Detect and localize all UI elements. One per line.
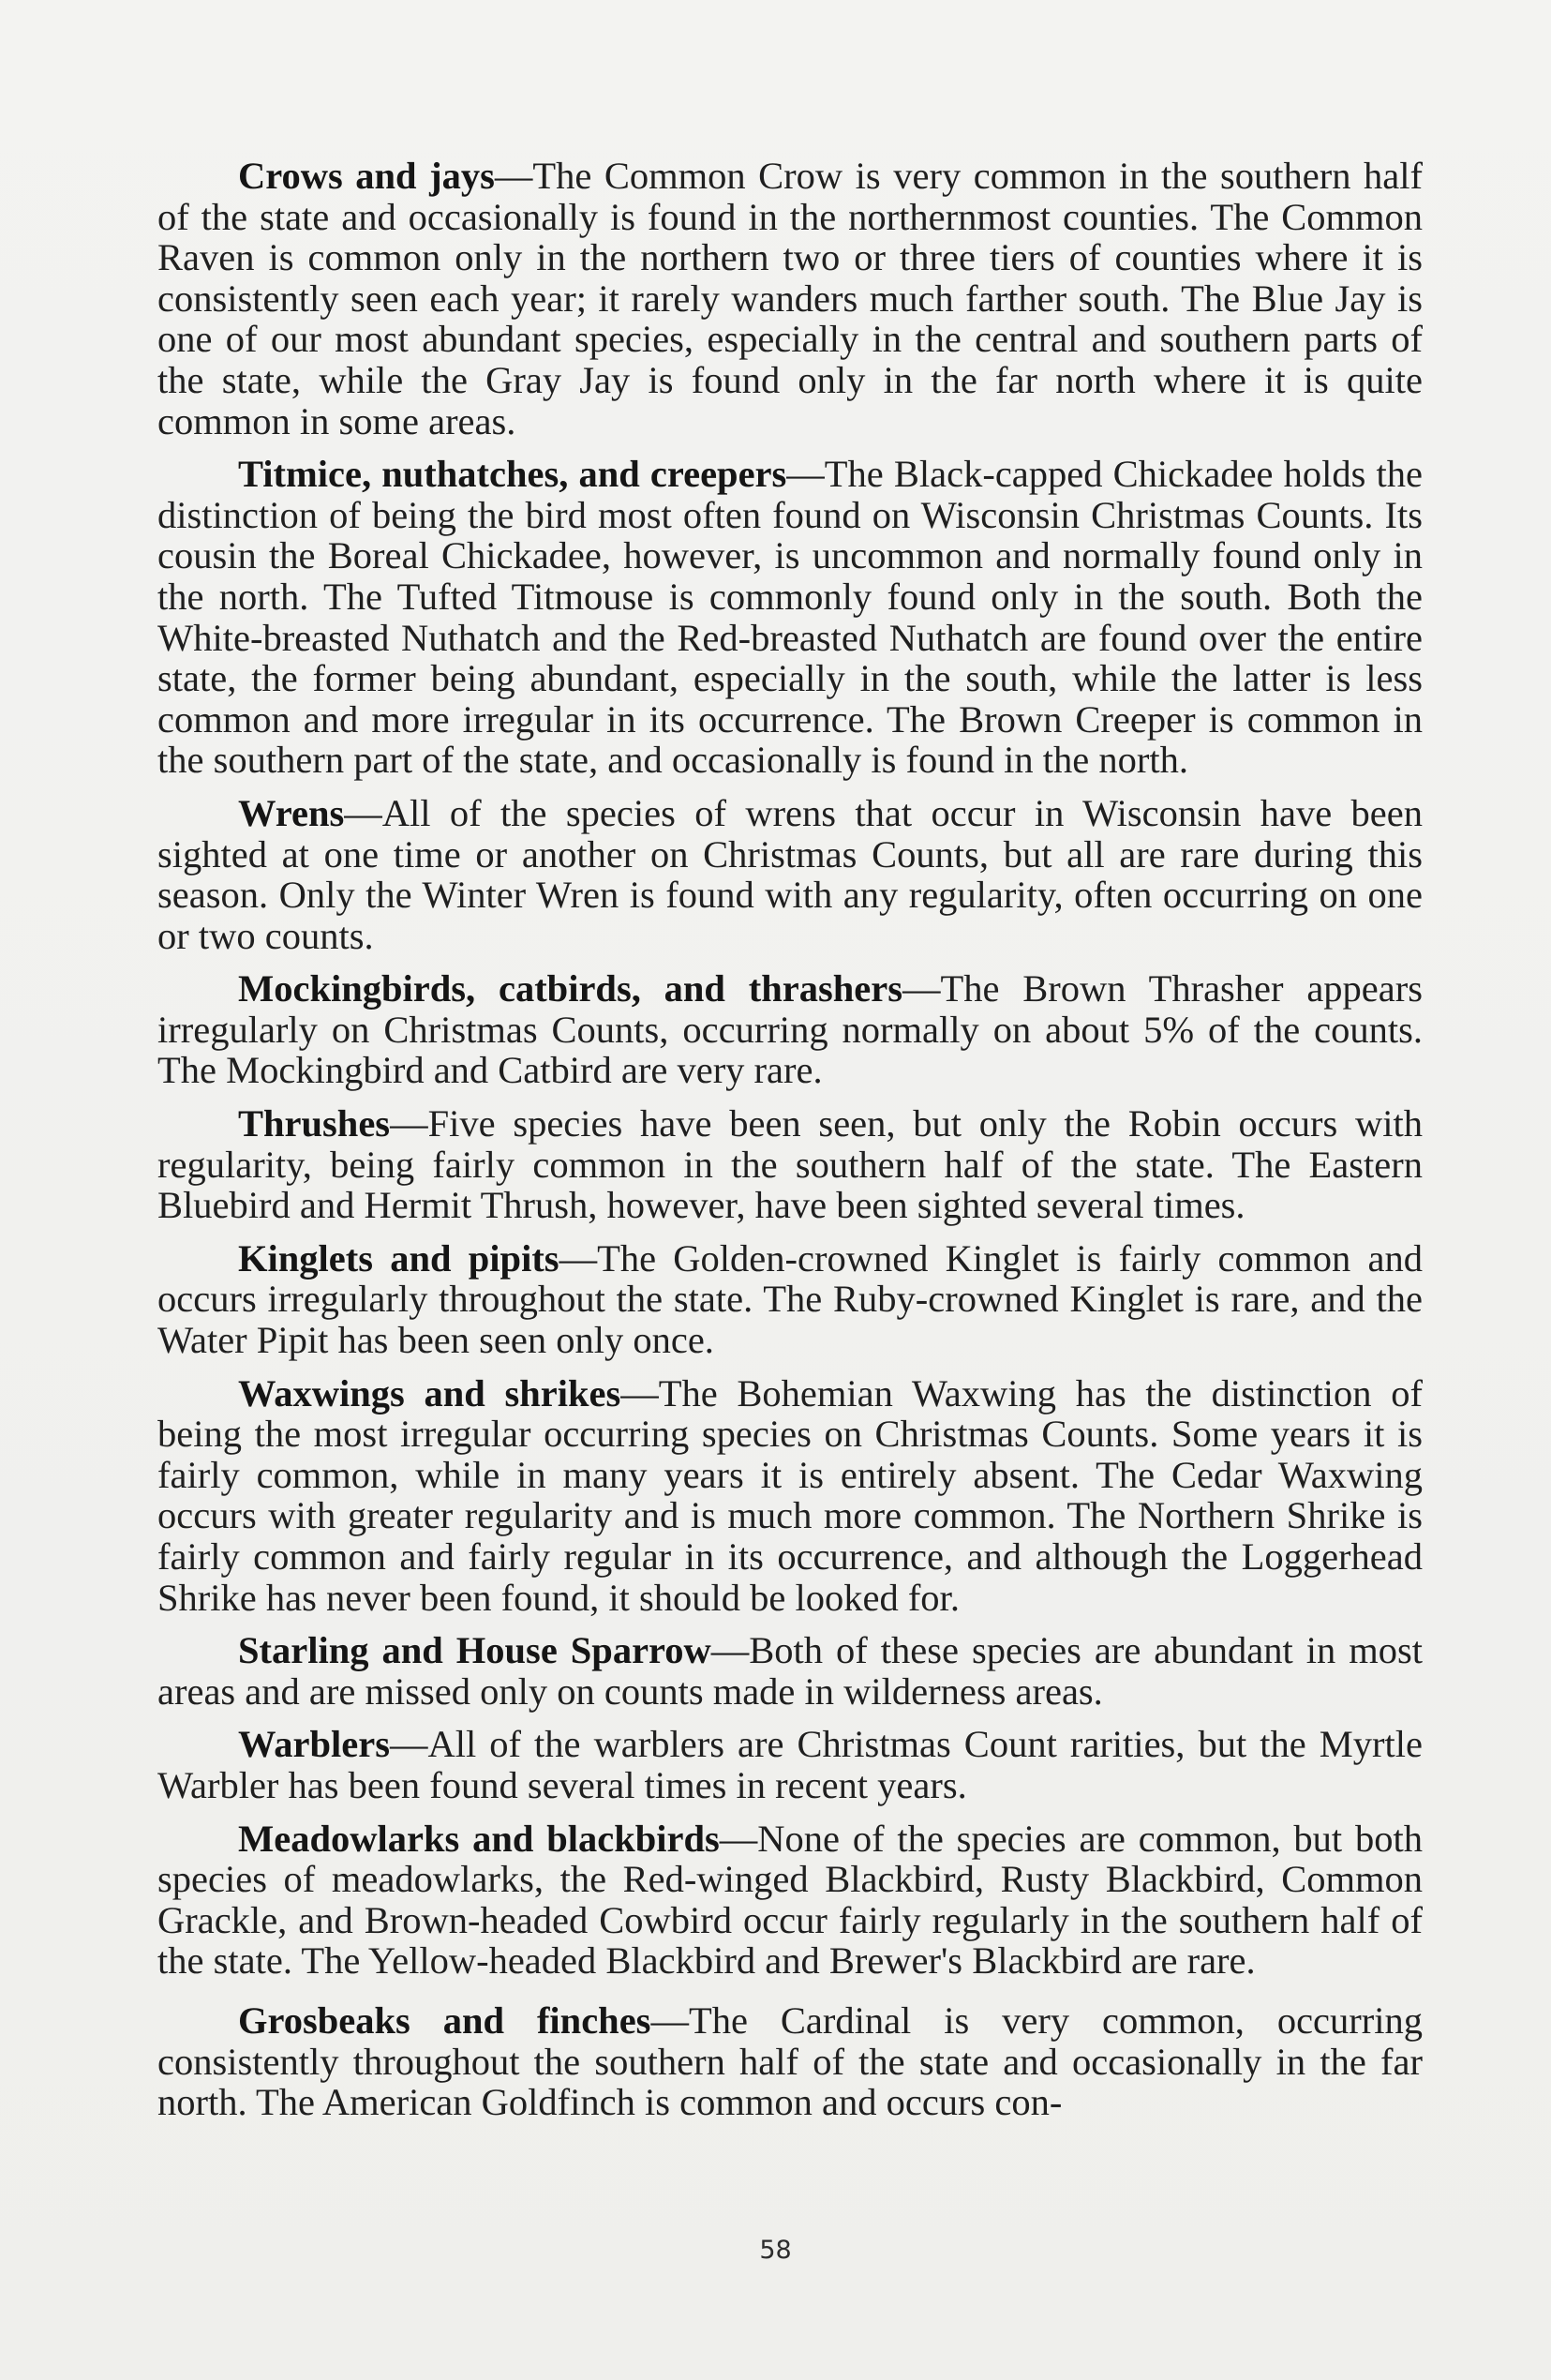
section-kinglets-and-pipits [157, 1238, 1423, 1361]
section-crows-and-jays [157, 156, 1423, 442]
section-heading: Meadowlarks and blackbirds [238, 1817, 720, 1860]
section-text: —The Brown Thrasher appears irregularly on Christmas Counts, occurring normally on about 5% of the counts. The Mockingbird and Catbird are very rare. [157, 967, 1423, 1092]
section-text: —The Common Crow is very common in the southern half of the state and occasionally is found in the northernmost counties. The Common Raven is common only in the northern two or three tiers of counties where it is consistently seen each year; it rarely wanders much farther south. The Blue Jay is one of our most abundant species, especially in the central and southern parts of the state, while the Gray Jay is found only in the far north where it is quite common in some areas. [157, 155, 1423, 442]
body-text-column [157, 156, 1423, 2135]
section-text: —All of the species of wrens that occur in Wisconsin have been sighted at one time or another on Christmas Counts, but all are rare during this season. Only the Winter Wren is found with any regularity, often occurring on one or two counts. [157, 791, 1423, 957]
section-text: —None of the species are common, but both species of meadowlarks, the Red-winged Blackbird, Rusty Blackbird, Common Grackle, and Brown-headed Cowbird occur fairly regularly in the southern half of the state. The Yellow-headed Blackbird and Brewer's Blackbird are rare. [157, 1817, 1423, 1983]
section-waxwings-and-shrikes [157, 1373, 1423, 1619]
section-heading: Kinglets and pipits [238, 1236, 559, 1280]
section-heading: Thrushes [238, 1102, 391, 1145]
page-number: 58 [759, 2236, 792, 2265]
section-meadowlarks-and-blackbirds [157, 1819, 1423, 1982]
section-text: —The Golden-crowned Kinglet is fairly common and occurs irregularly throughout the state. The Ruby-crowned Kinglet is rare, and the Water Pipit has been seen only once. [157, 1236, 1423, 1362]
section-text: —The Black-capped Chickadee holds the distinction of being the bird most often found on Wisconsin Christmas Counts. Its cousin the Boreal Chickadee, however, is uncommon and normally found only in the north. The Tufted Titmouse is commonly found only in the south. Both the White-breasted Nuthatch and the Red-breasted Nuthatch are found over the entire state, the former being abundant, especially in the south, while the latter is less common and more irregular in its occurrence. The Brown Creeper is common in the southern part of the state, and occasionally is found in the north. [157, 453, 1423, 782]
section-mockingbirds-catbirds-thrashers [157, 968, 1423, 1091]
section-heading: Waxwings and shrikes [238, 1371, 621, 1415]
section-heading: Titmice, nuthatches, and creepers [238, 453, 787, 496]
section-text: —The Cardinal is very common, occurring consistently throughout the southern half of the state and occasionally in the far north. The American Goldfinch is common and occurs con- [157, 1998, 1424, 2124]
section-heading: Starling and House Sparrow [238, 1629, 711, 1672]
section-heading: Mockingbirds, catbirds, and thrashers [238, 967, 902, 1010]
section-grosbeaks-and-finches [157, 2000, 1423, 2123]
section-text: —The Bohemian Waxwing has the distinction of being the most irregular occurring species on Christmas Counts. Some years it is fairly common, while in many years it is entirely absent. The Cedar Waxwing occurs with greater regularity and is much more common. The Northern Shrike is fairly common and fairly regular in its occurrence, and although the Loggerhead Shrike has never been found, it should be looked for. [157, 1371, 1423, 1619]
section-warblers [157, 1724, 1423, 1805]
section-heading: Crows and jays [238, 155, 495, 197]
section-wrens [157, 793, 1423, 956]
section-titmice-nuthatches-creepers [157, 454, 1423, 781]
section-text: —Both of these species are abundant in most areas and are missed only on counts made in wilderness areas. [157, 1629, 1423, 1713]
section-thrushes [157, 1103, 1423, 1226]
section-text: —Five species have been seen, but only the Robin occurs with regularity, being fairly common in the southern half of the state. The Eastern Bluebird and Hermit Thrush, however, have been sighted several times. [157, 1102, 1423, 1227]
section-text: —All of the warblers are Christmas Count rarities, but the Myrtle Warbler has been found several times in recent years. [157, 1723, 1423, 1806]
section-heading: Wrens [238, 791, 345, 834]
section-starling-and-house-sparrow [157, 1630, 1423, 1712]
section-heading: Grosbeaks and finches [238, 1998, 651, 2042]
section-heading: Warblers [238, 1723, 390, 1766]
